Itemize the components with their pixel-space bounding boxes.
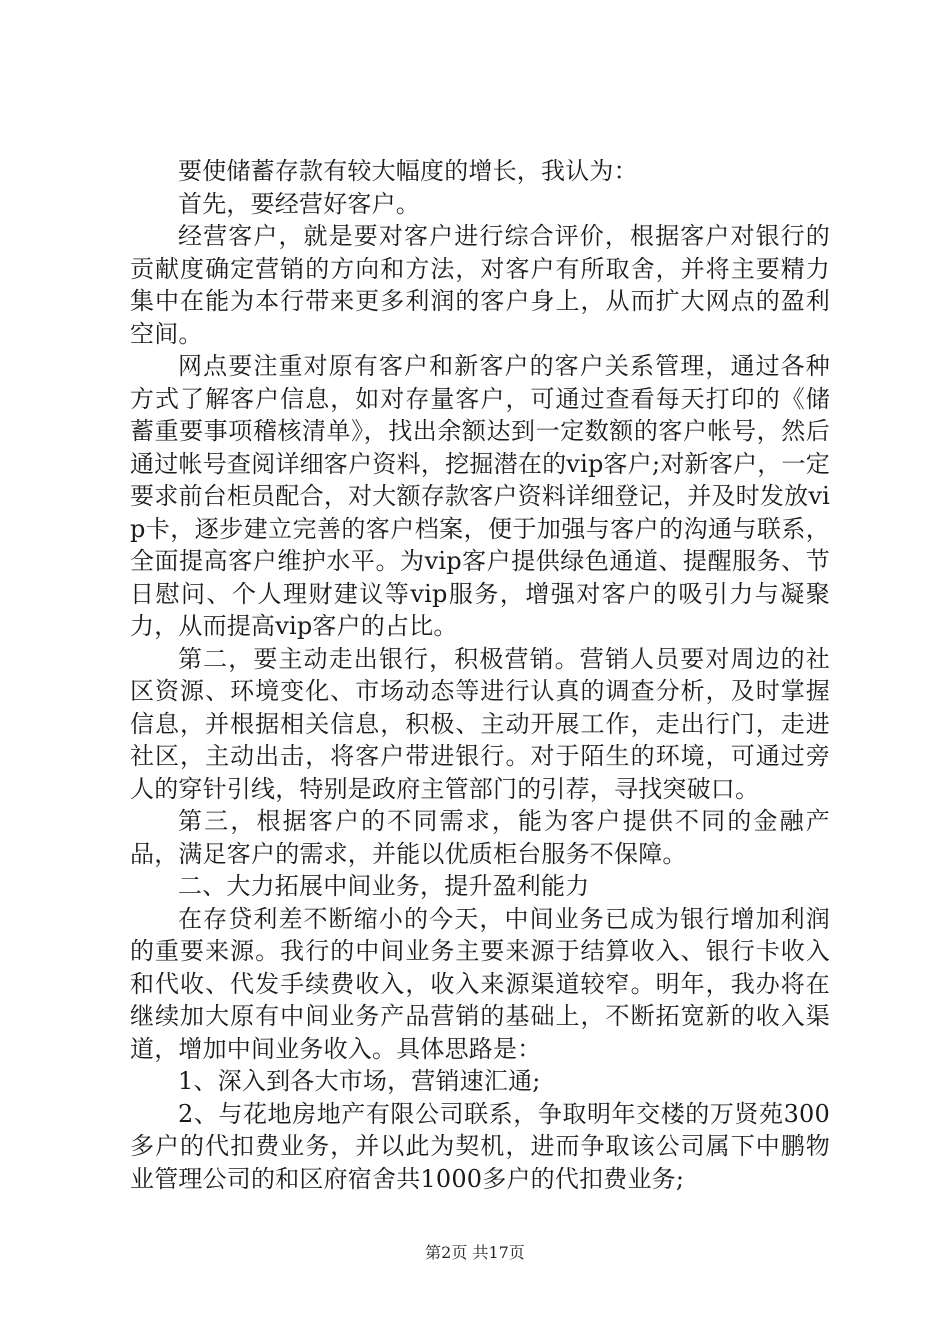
paragraph-intermediate-business: 在存贷利差不断缩小的今天，中间业务已成为银行增加利润的重要来源。我行的中间业务主要来源于结算收入、银行卡收入和代收、代发手续费收入，收入来源渠道较窄。明年，我办将在继续加大原有中间业务产品营销的基础上，不断拓宽新的收入渠道，增加中间业务收入。具体思路是： (130, 904, 830, 1063)
paragraph-intro: 要使储蓄存款有较大幅度的增长，我认为： (178, 157, 638, 185)
list-item-1: 1、深入到各大市场，营销速汇通; (178, 1067, 541, 1095)
paragraph-third-point: 第三，根据客户的不同需求，能为客户提供不同的金融产品，满足客户的需求，并能以优质柜台服务不保障。 (130, 807, 830, 868)
page-number-footer: 第2页 共17页 (425, 1243, 525, 1262)
paragraph-relationship-management: 网点要注重对原有客户和新客户的客户关系管理，通过各种方式了解客户信息，如对存量客户，可通过查看每天打印的《储蓄重要事项稽核清单》，找出余额达到一定数额的客户帐号，然后通过帐号查阅详细客户资料，挖掘潜在的vip客户;对新客户，一定要求前台柜员配合，对大额存款客户资料详细登记，并及时发放vip卡，逐步建立完善的客户档案，便于加强与客户的沟通与联系，全面提高客户维护水平。为vip客户提供绿色通道、提醒服务、节日慰问、个人理财建议等vip服务，增强对客户的吸引力与凝聚力，从而提高vip客户的占比。 (130, 352, 830, 640)
section-heading-intermediate-business: 二、大力拓展中间业务，提升盈利能力 (178, 872, 590, 900)
paragraph-second-point: 第二，要主动走出银行，积极营销。营销人员要对周边的社区资源、环境变化、市场动态等进行认真的调查分析，及时掌握信息，并根据相关信息，积极、主动开展工作，走出行门，走进社区，主动出击，将客户带进银行。对于陌生的环境，可通过旁人的穿针引线，特别是政府主管部门的引荐，寻找突破口。 (130, 644, 830, 803)
document-body (130, 155, 830, 1195)
paragraph-customer-management: 经营客户，就是要对客户进行综合评价，根据客户对银行的贡献度确定营销的方向和方法，对客户有所取舍，并将主要精力集中在能为本行带来更多利润的客户身上，从而扩大网点的盈利空间。 (130, 222, 830, 348)
paragraph-first-point: 首先，要经营好客户。 (178, 189, 420, 218)
list-item-2: 2、与花地房地产有限公司联系，争取明年交楼的万贤苑300多户的代扣费业务，并以此为契机，进而争取该公司属下中鹏物业管理公司的和区府宿舍共1000多户的代扣费业务; (130, 1099, 830, 1193)
